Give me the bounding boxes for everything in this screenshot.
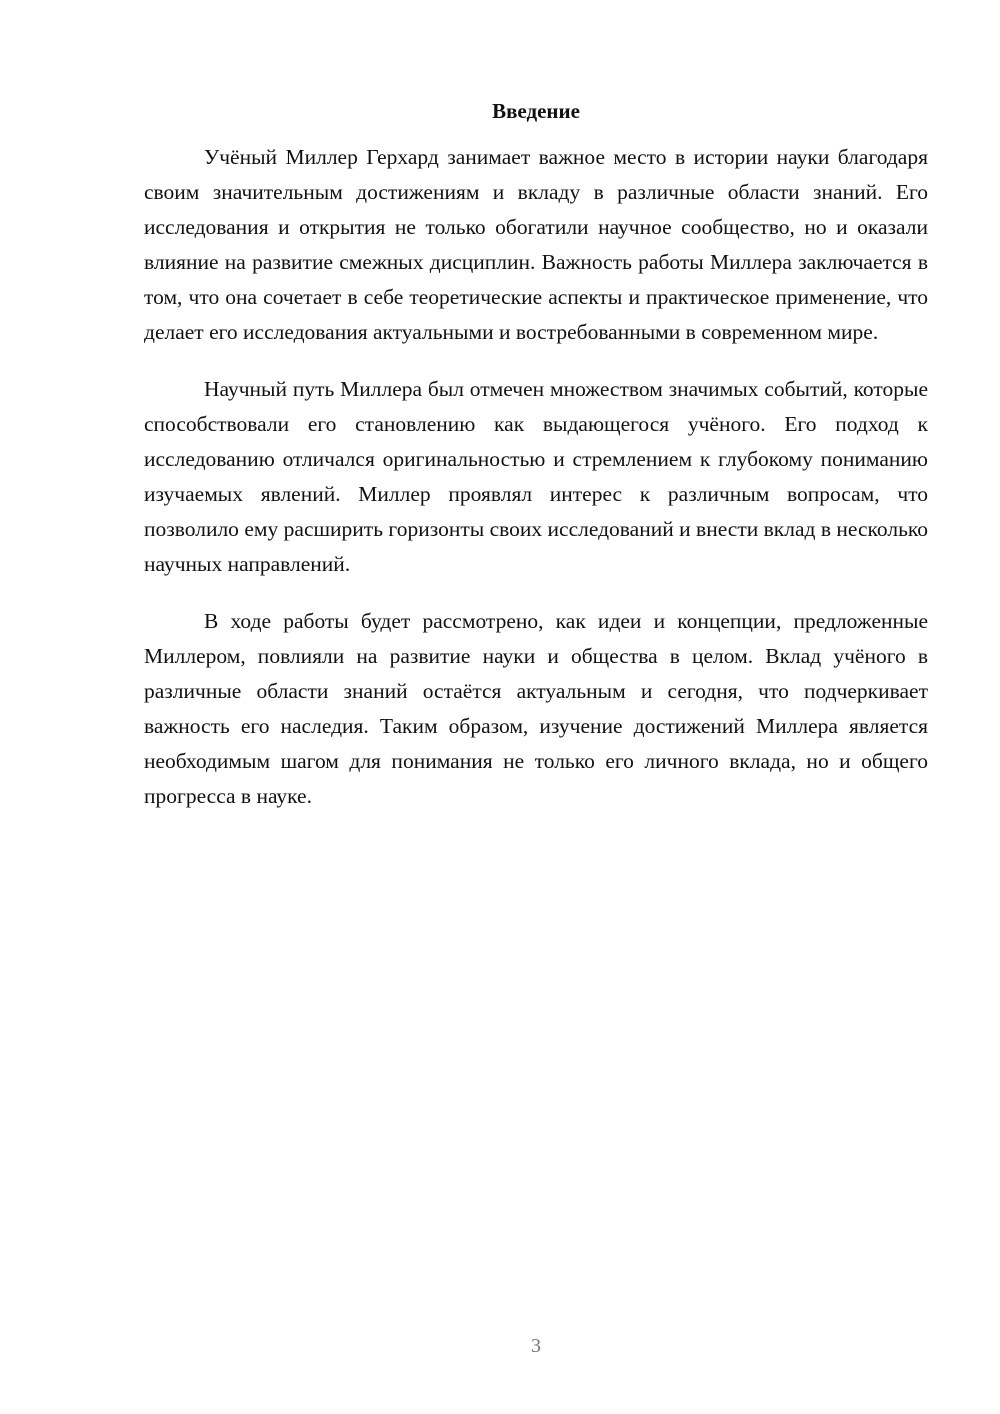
paragraph-1: Учёный Миллер Герхард занимает важное место в истории науки благодаря своим значительным достижениям и вкладу в различные области знаний. Его исследования и открытия не только обогатили научное сообщество, но и оказали влияние на развитие смежных дисциплин. Важность работы Миллера заключается в том, что она сочетает в себе теоретические аспекты и практическое применение, что делает его исследования актуальными и востребованными в современном мире.	[144, 145, 928, 344]
page-content	[144, 96, 928, 836]
page-number-footer	[0, 1333, 1000, 1359]
paragraph-3: В ходе работы будет рассмотрено, как идеи и концепции, предложенные Миллером, повлияли на развитие науки и общества в целом. Вклад учёного в различные области знаний остаётся актуальным и сегодня, что подчеркивает важность его наследия. Таким образом, изучение достижений Миллера является необходимым шагом для понимания не только его личного вклада, но и общего прогресса в науке.	[144, 609, 928, 808]
paragraph-2: Научный путь Миллера был отмечен множеством значимых событий, которые способствовали его становлению как выдающегося учёного. Его подход к исследованию отличался оригинальностью и стремлением к глубокому пониманию изучаемых явлений. Миллер проявлял интерес к различным вопросам, что позволило ему расширить горизонты своих исследований и внести вклад в несколько научных направлений.	[144, 377, 928, 576]
section-title: Введение	[492, 99, 580, 123]
page-number: 3	[531, 1335, 541, 1357]
